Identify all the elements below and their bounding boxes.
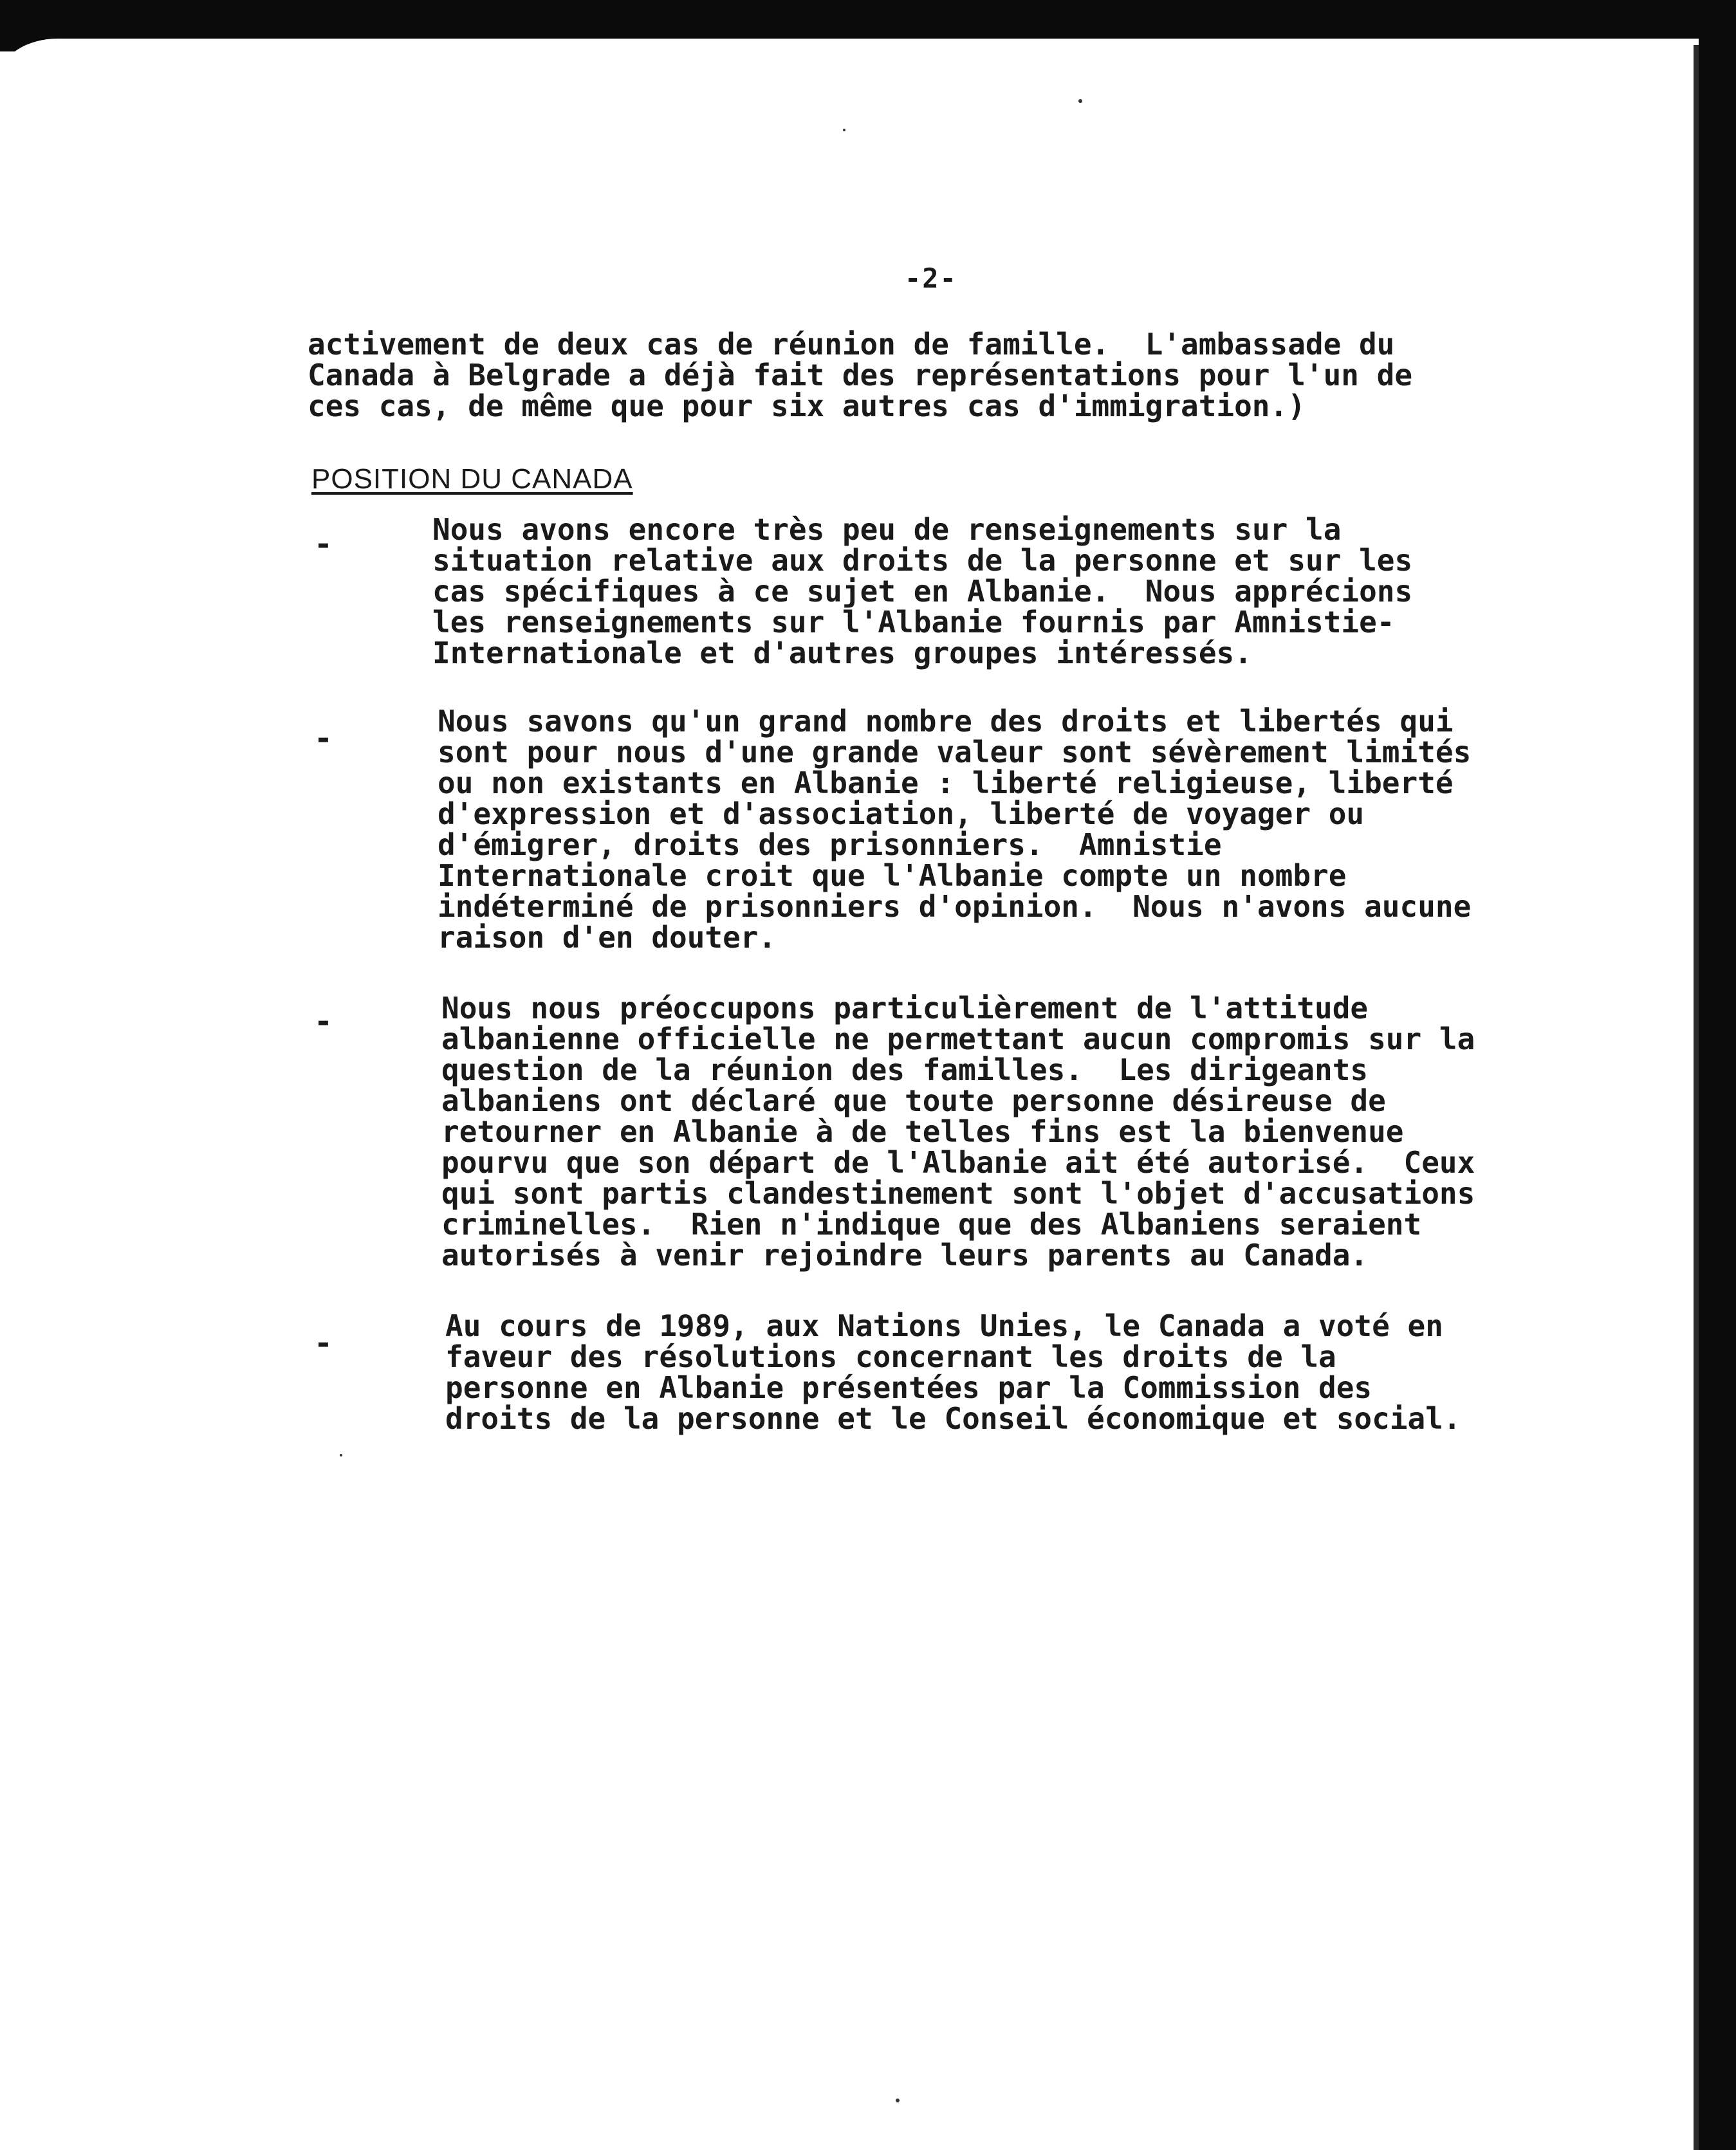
bullet-line: albaniens ont déclaré que toute personne désireuse de (441, 1083, 1386, 1118)
bullet-line: d'émigrer, droits des prisonniers. Amnistie (438, 827, 1222, 862)
bullet-dash: - (314, 526, 333, 562)
bullet-line: sont pour nous d'une grande valeur sont sévèrement limités (438, 735, 1472, 769)
bullet-line: faveur des résolutions concernant les droits de la (445, 1339, 1336, 1374)
intro-line: Canada à Belgrade a déjà fait des représentations pour l'un de (308, 358, 1413, 392)
scan-right-edge (1699, 39, 1736, 2150)
bullet-line: situation relative aux droits de la personne et sur les (432, 543, 1413, 578)
bullet-line: cas spécifiques à ce sujet en Albanie. Nous apprécions (432, 574, 1413, 609)
bullet-line: retourner en Albanie à de telles fins est la bienvenue (441, 1114, 1404, 1149)
bullet-line: pourvu que son départ de l'Albanie ait été autorisé. Ceux (441, 1145, 1475, 1180)
intro-line: activement de deux cas de réunion de famille. L'ambassade du (308, 327, 1395, 362)
bullet-dash: - (314, 1325, 333, 1361)
bullet-line: Au cours de 1989, aux Nations Unies, le Canada a voté en (445, 1309, 1443, 1343)
intro-line: ces cas, de même que pour six autres cas d'immigration.) (308, 389, 1306, 423)
bullet-line: raison d'en douter. (438, 920, 777, 955)
scan-speck (843, 129, 845, 131)
page-number: -2- (905, 262, 957, 294)
bullet-dash: - (314, 721, 333, 757)
bullet-dash: - (314, 1004, 333, 1040)
bullet-line: Internationale croit que l'Albanie compte un nombre (438, 858, 1347, 893)
bullet-line: Nous savons qu'un grand nombre des droits et libertés qui (438, 704, 1454, 739)
scan-page-corner (0, 39, 1699, 77)
scan-right-shadow (1694, 45, 1699, 2150)
bullet-line: indéterminé de prisonniers d'opinion. Nous n'avons aucune (438, 889, 1472, 924)
bullet-line: Nous nous préoccupons particulièrement de l'attitude (441, 991, 1369, 1025)
bullet-line: d'expression et d'association, liberté de voyager ou (438, 796, 1365, 831)
scan-speck (896, 2099, 900, 2102)
bullet-line: les renseignements sur l'Albanie fournis par Amnistie- (432, 605, 1395, 639)
scan-speck (1078, 99, 1082, 103)
scan-speck (340, 1454, 342, 1456)
bullet-line: criminelles. Rien n'indique que des Albaniens seraient (441, 1207, 1422, 1242)
bullet-line: autorisés à venir rejoindre leurs parents au Canada. (441, 1238, 1369, 1273)
bullet-line: personne en Albanie présentées par la Commission des (445, 1370, 1372, 1405)
bullet-line: albanienne officielle ne permettant aucun compromis sur la (441, 1022, 1475, 1056)
bullet-line: qui sont partis clandestinement sont l'objet d'accusations (441, 1176, 1475, 1211)
bullet-line: ou non existants en Albanie : liberté religieuse, liberté (438, 766, 1454, 800)
bullet-line: question de la réunion des familles. Les dirigeants (441, 1052, 1369, 1087)
section-heading: POSITION DU CANADA (311, 463, 633, 495)
bullet-line: Internationale et d'autres groupes intéressés. (432, 636, 1252, 670)
bullet-line: droits de la personne et le Conseil économique et social. (445, 1401, 1461, 1436)
bullet-line: Nous avons encore très peu de renseignements sur la (432, 512, 1342, 547)
